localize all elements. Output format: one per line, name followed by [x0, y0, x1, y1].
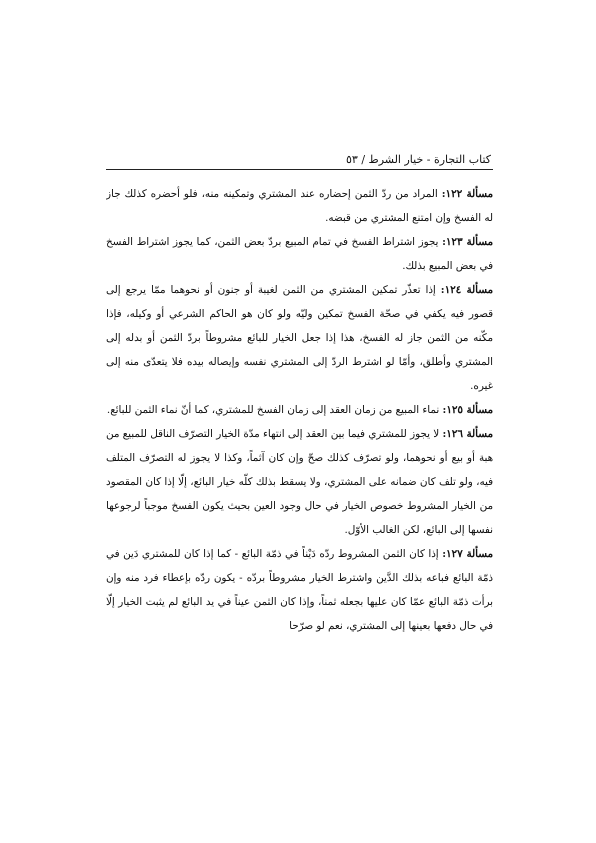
issue-label: مسألة ١٢٥:: [442, 404, 493, 416]
paragraph-127: [106, 542, 493, 638]
paragraph-123: [106, 230, 493, 278]
paragraph-text: إذا تعذّر تمكين المشتري من الثمن لغيبة أو جنون أو نحوهما ممّا يرجع إلى قصور فيه يكفي في صحّة الفسخ تمكين وليّه ولو كان هو الحاكم الشرعي أو وكيله، فإذا مكّنه من الثمن جاز له الفسخ، هذا إذا جعل الخيار للبائع مشروطاً بردّ الثمن أو بدله إلى المشتري وأطلق، وأمّا لو اشترط الردّ إلى المشتري نفسه وإيصاله بيده فلا يتعدّى منه إلى غيره.: [106, 284, 493, 392]
issue-label: مسألة ١٢٤:: [440, 284, 493, 296]
page-header: [106, 149, 493, 170]
paragraph-text: نماء المبيع من زمان العقد إلى زمان الفسخ للمشتري، كما أنّ نماء الثمن للبائع.: [106, 404, 443, 416]
page-body: [106, 182, 493, 812]
running-head: كتاب التجارة - خيار الشرط / ٥٣: [346, 153, 491, 166]
issue-label: مسألة ١٢٧:: [442, 548, 493, 560]
paragraph-124: [106, 278, 493, 398]
paragraph-text: المراد من ردّ الثمن إحضاره عند المشتري وتمكينه منه، فلو أحضره كذلك جاز له الفسخ وإن امتنع المشتري من قبضه.: [106, 188, 493, 224]
paragraph-text: إذا كان الثمن المشروط ردّه دَيْناً في ذمّة البائع - كما إذا كان للمشتري دَين في ذمّة البائع فباعه بذلك الدَّين واشترط الخيار مشروطاً بردّه - يكون ردّه بإعطاء فرد منه وإن برأت ذمّة البائع عمّا كان عليها بجعله ثمناً، وإذا كان الثمن عيناً في يد البائع لم يثبت الخيار إلّا في حال دفعها بعينها إلى المشتري، نعم لو صرّحا: [106, 548, 493, 632]
paragraph-126: [106, 422, 493, 542]
paragraph-text: يجوز اشتراط الفسخ في تمام المبيع بردّ بعض الثمن، كما يجوز اشتراط الفسخ في بعض المبيع بذلك.: [106, 236, 493, 272]
issue-label: مسألة ١٢٦:: [442, 428, 493, 440]
paragraph-text: لا يجوز للمشتري فيما بين العقد إلى انتهاء مدّة الخيار التصرّف الناقل للمبيع من هبة أو بيع أو نحوهما، ولو تصرّف كذلك صحّ وإن كان آثماً، وكذا لا يجوز له التصرّف المتلف فيه، ولو تلف كان ضمانه على المشتري، ولا يسقط بذلك كلّه خيار البائع، إلّا إذا كان المقصود من الخيار المشروط خصوص الخيار في حال وجود العين بحيث يكون الفسخ موجباً لرجوعها نفسها إلى البائع، لكن الغالب الأوّل.: [106, 428, 493, 536]
issue-label: مسألة ١٢٣:: [442, 236, 493, 248]
paragraph-125: [106, 398, 493, 422]
paragraph-122: [106, 182, 493, 230]
issue-label: مسألة ١٢٢:: [441, 188, 493, 200]
